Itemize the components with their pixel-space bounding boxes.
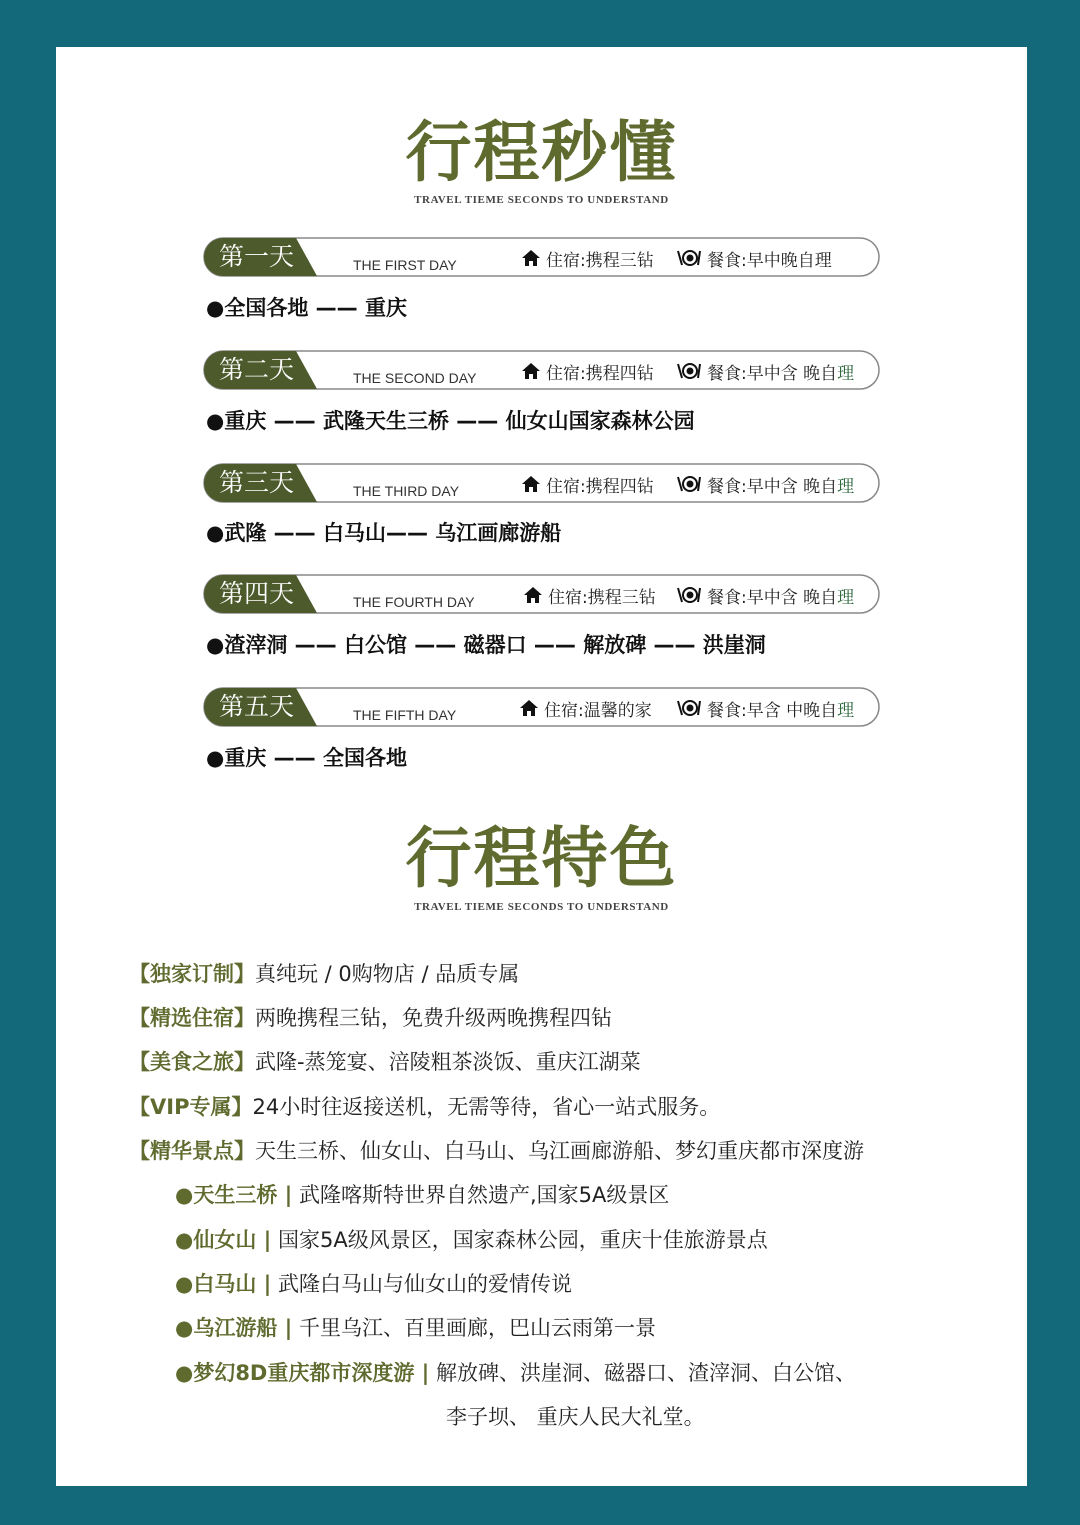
stay-text: 住宿:携程四钻 — [546, 476, 654, 497]
dining-icon — [676, 586, 702, 604]
spot-text: 武隆白马山与仙女山的爱情传说 — [271, 1272, 572, 1296]
dining-icon — [676, 699, 702, 717]
dining-icon — [676, 475, 702, 493]
stay-info — [519, 697, 652, 719]
feature-tag: 【美食之旅】 — [129, 1050, 255, 1074]
route-day-2: ●重庆 —— 武隆天生三桥 —— 仙女山国家森林公园 — [206, 409, 695, 433]
spot-item — [175, 1357, 856, 1387]
spot-text: 解放碑、洪崖洞、磁器口、渣滓洞、白公馆、 — [429, 1361, 857, 1385]
meal-text-end: 理 — [837, 700, 855, 721]
meal-text: 餐食:早含 中晚自 — [707, 700, 838, 721]
stay-info — [521, 247, 654, 269]
home-icon — [519, 699, 539, 717]
meal-info — [676, 584, 854, 606]
day-english-label: THE SECOND DAY — [353, 370, 477, 386]
home-icon — [521, 475, 541, 493]
spot-text: 千里乌江、百里画廊，巴山云雨第一景 — [292, 1316, 656, 1340]
stay-info — [521, 473, 654, 495]
dining-icon — [676, 249, 702, 267]
spot-item — [175, 1179, 669, 1209]
stay-info — [523, 584, 656, 606]
spot-text: 武隆喀斯特世界自然遗产,国家5A级景区 — [292, 1183, 670, 1207]
feature-text: 天生三桥、仙女山、白马山、乌江画廊游船、梦幻重庆都市深度游 — [255, 1139, 864, 1163]
spot-tag: ●白马山 | — [175, 1272, 272, 1296]
day-bar-4 — [203, 574, 880, 614]
stay-text: 住宿:携程三钻 — [548, 587, 656, 608]
feature-item — [129, 1046, 641, 1076]
day-label: 第五天 — [219, 692, 295, 721]
home-icon — [521, 362, 541, 380]
meal-info — [676, 697, 854, 719]
features-title: 行程特色 — [405, 819, 678, 897]
day-label: 第三天 — [219, 468, 295, 497]
spot-tag: ●乌江游船 | — [175, 1316, 293, 1340]
stay-info — [521, 360, 654, 382]
meal-text-end: 理 — [837, 476, 855, 497]
feature-tag: 【独家订制】 — [129, 962, 255, 986]
spot-tag: ●天生三桥 | — [175, 1183, 293, 1207]
meal-text: 餐食:早中含 晚自 — [707, 587, 838, 608]
meal-info — [676, 473, 854, 495]
spot-tag: ●仙女山 | — [175, 1228, 272, 1252]
feature-text: 24小时往返接送机，无需等待，省心一站式服务。 — [252, 1095, 721, 1119]
day-english-label: THE THIRD DAY — [353, 483, 460, 499]
day-bar-5 — [203, 687, 880, 727]
day-bar-2 — [203, 350, 880, 390]
day-english-label: THE FOURTH DAY — [353, 594, 475, 610]
meal-text-end: 理 — [837, 587, 855, 608]
dining-icon — [676, 362, 702, 380]
stay-text: 住宿:携程四钻 — [546, 363, 654, 384]
day-label: 第二天 — [219, 355, 295, 384]
meal-text-end: 理 — [837, 363, 855, 384]
feature-tag: 【精选住宿】 — [129, 1006, 255, 1030]
feature-item — [129, 1091, 720, 1121]
day-bar-3 — [203, 463, 880, 503]
route-day-1: ●全国各地 —— 重庆 — [206, 296, 407, 320]
content-card — [56, 47, 1027, 1486]
route-day-4: ●渣滓洞 —— 白公馆 —— 磁器口 —— 解放碑 —— 洪崖洞 — [206, 633, 766, 657]
day-english-label: THE FIFTH DAY — [353, 707, 457, 723]
spot-continuation: 李子坝、 重庆人民大礼堂。 — [446, 1405, 705, 1429]
features-subtitle: TRAVEL TIEME SECONDS TO UNDERSTAND — [414, 901, 669, 913]
meal-info — [676, 247, 832, 269]
meal-text: 餐食:早中含 晚自 — [707, 363, 838, 384]
day-label: 第一天 — [219, 242, 295, 271]
route-day-5: ●重庆 —— 全国各地 — [206, 746, 407, 770]
day-bar-1 — [203, 237, 880, 277]
home-icon — [521, 249, 541, 267]
spot-item — [175, 1312, 656, 1342]
meal-text: 餐食:早中晚自 — [707, 250, 815, 271]
stay-text: 住宿:携程三钻 — [546, 250, 654, 271]
spot-item — [175, 1268, 572, 1298]
itinerary-subtitle: TRAVEL TIEME SECONDS TO UNDERSTAND — [414, 194, 669, 206]
feature-text: 两晚携程三钻，免费升级两晚携程四钻 — [255, 1006, 612, 1030]
spot-tag: ●梦幻8D重庆都市深度游 | — [175, 1361, 430, 1385]
feature-tag: 【VIP专属】 — [129, 1095, 253, 1119]
feature-item — [129, 1135, 864, 1165]
feature-item — [129, 958, 519, 988]
day-english-label: THE FIRST DAY — [353, 257, 457, 273]
itinerary-title: 行程秒懂 — [405, 113, 678, 191]
meal-text: 餐食:早中含 晚自 — [707, 476, 838, 497]
meal-info — [676, 360, 854, 382]
spot-item — [175, 1224, 768, 1254]
route-day-3: ●武隆 —— 白马山—— 乌江画廊游船 — [206, 521, 562, 545]
meal-text-end: 理 — [814, 250, 832, 271]
day-label: 第四天 — [219, 579, 295, 608]
feature-item — [129, 1002, 612, 1032]
feature-text: 真纯玩 / 0购物店 / 品质专属 — [255, 962, 520, 986]
stay-text: 住宿:温馨的家 — [544, 700, 652, 721]
spot-text: 国家5A级风景区，国家森林公园，重庆十佳旅游景点 — [271, 1228, 768, 1252]
feature-text: 武隆-蒸笼宴、涪陵粗茶淡饭、重庆江湖菜 — [255, 1050, 641, 1074]
feature-tag: 【精华景点】 — [129, 1139, 255, 1163]
home-icon — [523, 586, 543, 604]
